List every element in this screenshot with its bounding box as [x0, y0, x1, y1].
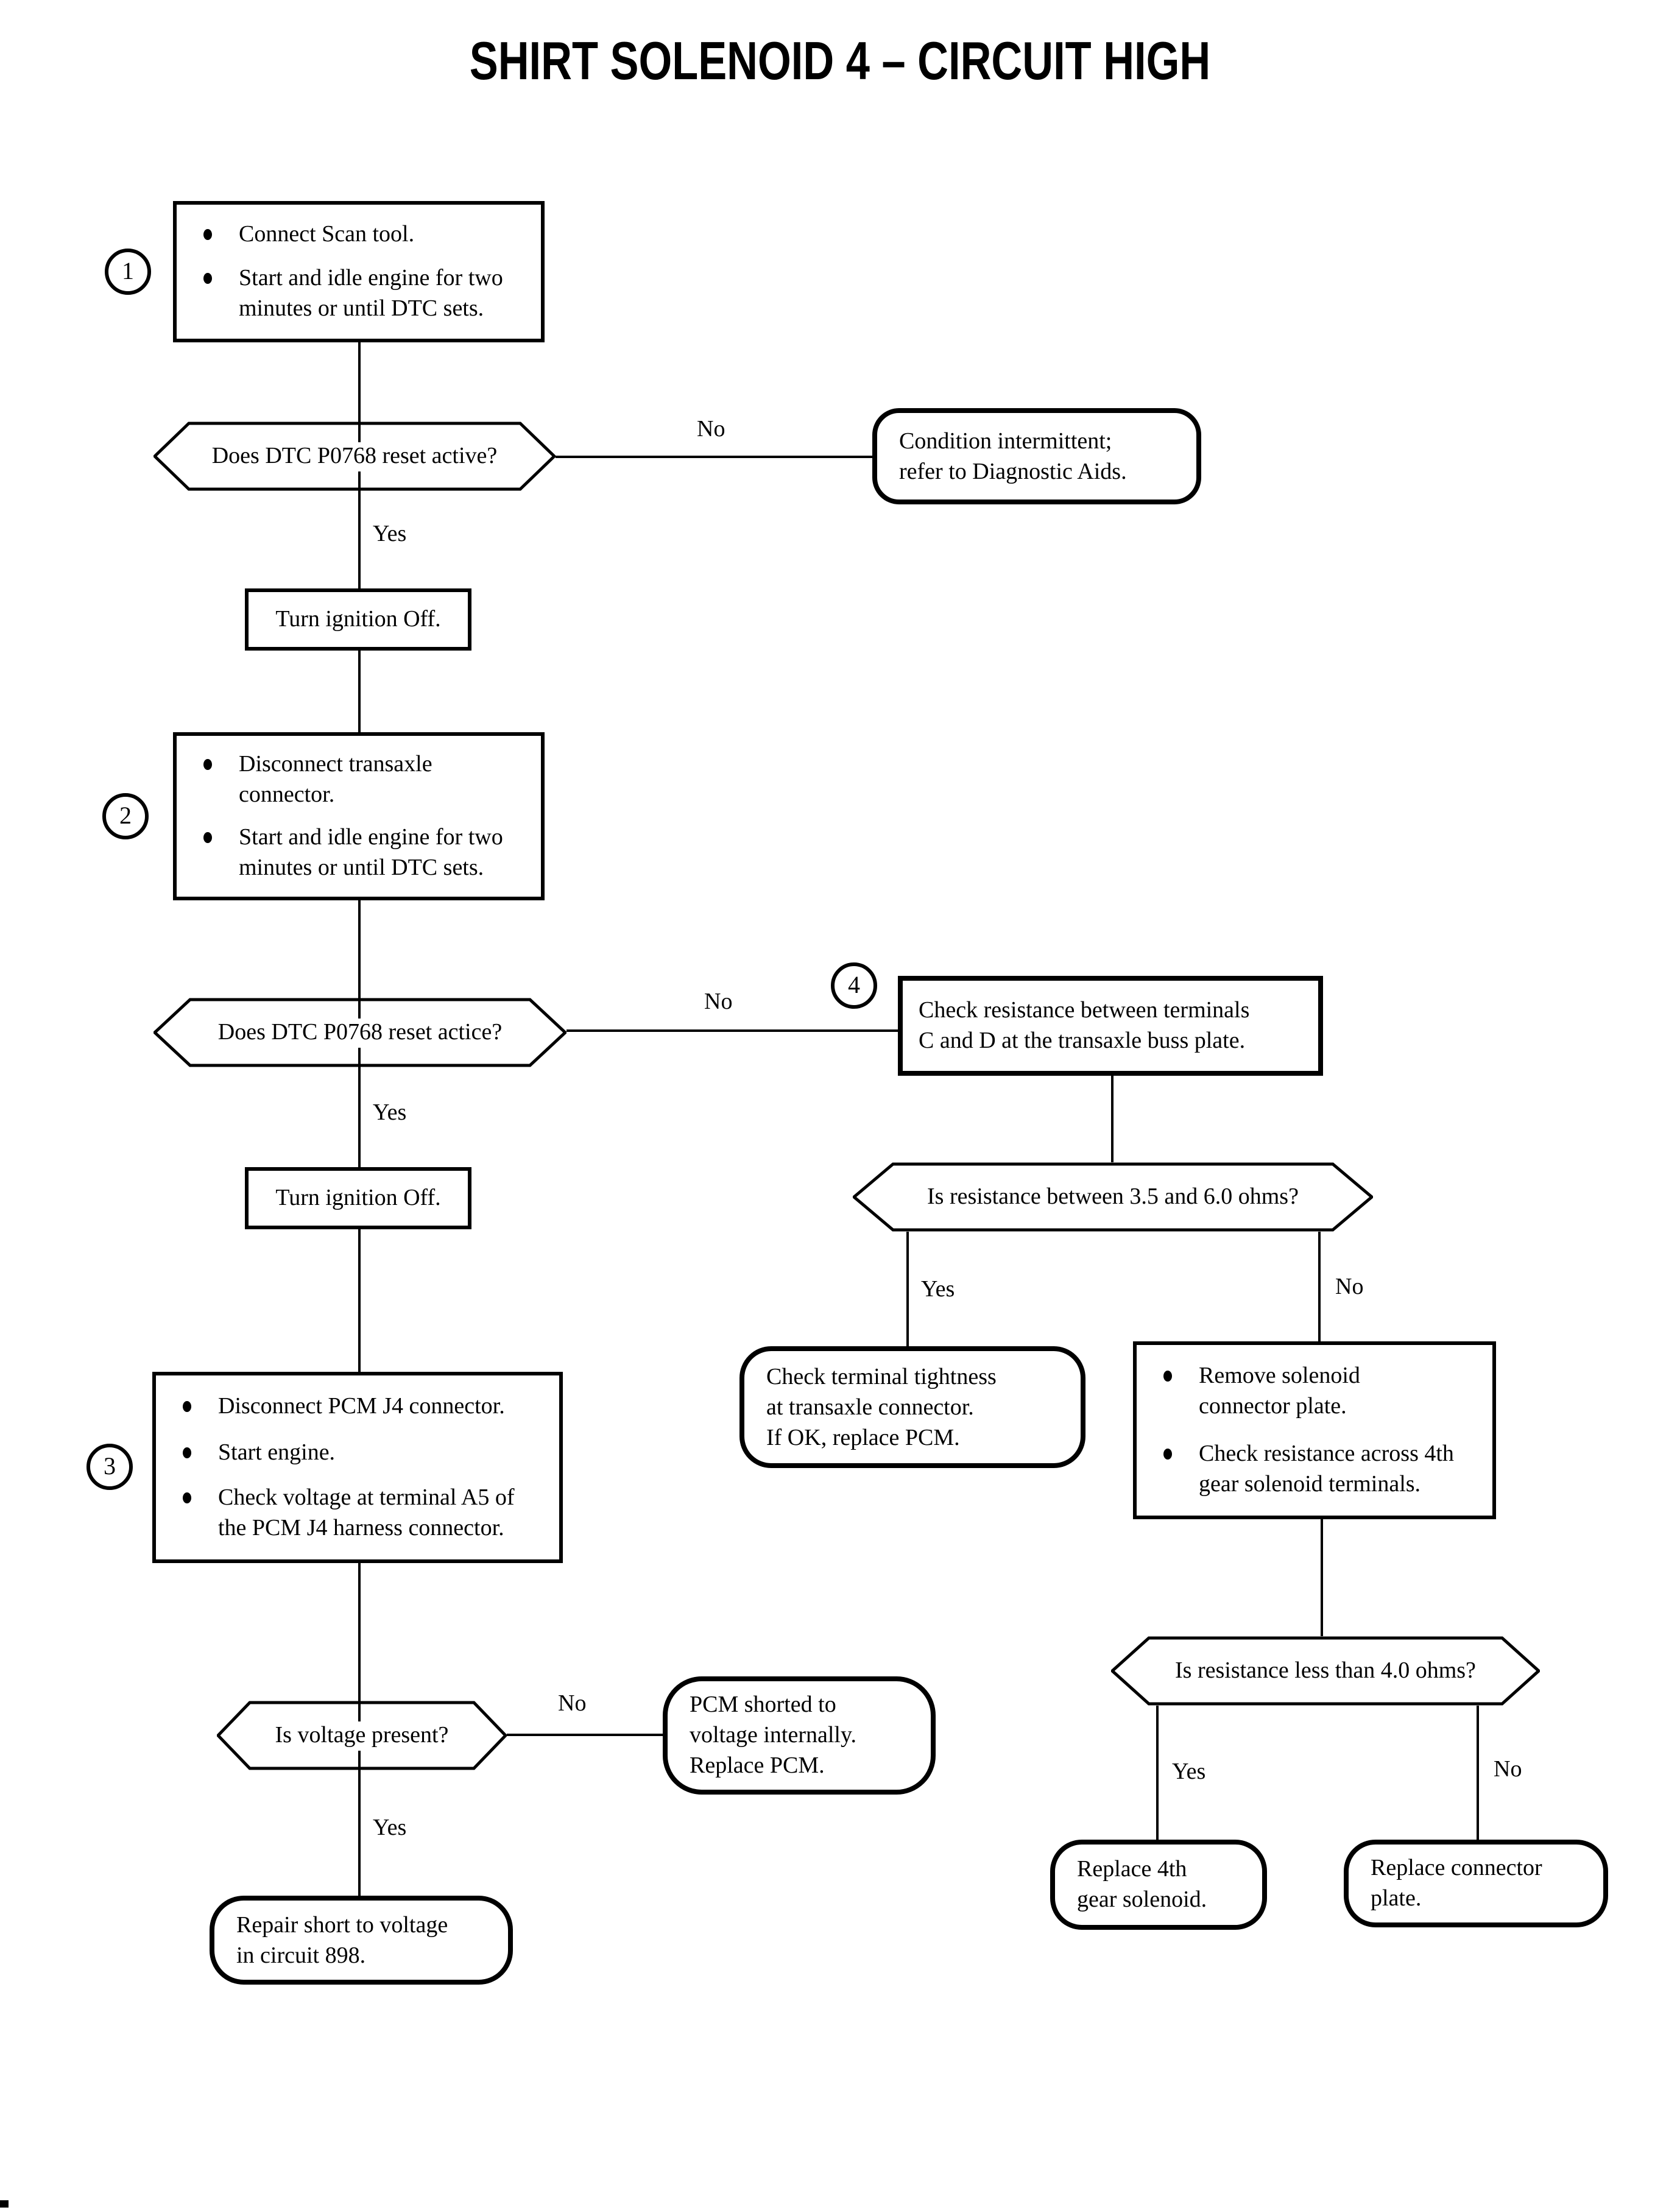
connector-line	[566, 1029, 898, 1032]
decision-text: Does DTC P0768 reset active?	[206, 442, 504, 471]
text-line: Turn ignition Off.	[275, 607, 441, 632]
connector-line	[556, 456, 872, 458]
text-line: connector.	[239, 782, 335, 808]
page-title: SHIRT SOLENOID 4 – CIRCUIT HIGH	[469, 32, 1211, 91]
process-box-check-resistance-buss	[898, 976, 1323, 1076]
bullet-text	[1199, 1438, 1454, 1499]
step-number-1	[105, 249, 151, 295]
bullet-text	[239, 219, 414, 249]
branch-label-yes: Yes	[373, 1815, 407, 1841]
bullet-icon	[203, 833, 212, 844]
terminal-pcm-shorted	[663, 1676, 936, 1795]
text-line: gear solenoid terminals.	[1199, 1471, 1421, 1497]
bullet-item	[177, 264, 541, 325]
branch-label-no: No	[697, 417, 725, 442]
branch-label-yes: Yes	[1172, 1759, 1206, 1785]
step-number-text: 4	[848, 972, 860, 998]
step-number-2	[102, 793, 149, 839]
step-number-text: 1	[122, 258, 134, 284]
text-line: in circuit 898.	[236, 1943, 366, 1968]
bullet-text	[218, 1437, 335, 1467]
step-number-4	[831, 962, 877, 1009]
process-box-disconnect-pcm	[152, 1372, 563, 1563]
bullet-icon	[183, 1401, 191, 1412]
text-line: Replace PCM.	[690, 1753, 825, 1779]
bullet-icon	[203, 228, 212, 239]
bullet-item	[156, 1483, 559, 1544]
bullet-icon	[183, 1447, 191, 1458]
text-line: Replace connector	[1371, 1855, 1542, 1881]
text-line: minutes or until DTC sets.	[239, 296, 484, 322]
text-line: voltage internally.	[690, 1723, 856, 1748]
text-line: Check terminal tightness	[766, 1364, 997, 1389]
text-line: plate.	[1371, 1886, 1422, 1912]
text-line: Repair short to voltage	[236, 1912, 448, 1938]
process-box-turn-ignition-off-2	[245, 1167, 471, 1229]
step-number-text: 2	[119, 802, 132, 829]
connector-line	[1318, 1232, 1321, 1341]
text-line: If OK, replace PCM.	[766, 1425, 960, 1450]
branch-label-no: No	[704, 989, 733, 1015]
text-line: minutes or until DTC sets.	[239, 855, 484, 881]
bullet-text	[218, 1483, 514, 1544]
bullet-icon	[1163, 1448, 1172, 1459]
text-line: Start engine.	[218, 1439, 336, 1465]
bullet-text	[239, 264, 503, 325]
text-line: Check resistance across 4th	[1199, 1441, 1454, 1467]
text-line: Disconnect transaxle	[239, 751, 432, 777]
process-box-turn-ignition-off-1	[245, 588, 471, 651]
connector-line	[906, 1232, 909, 1346]
decision-text: Is resistance between 3.5 and 6.0 ohms?	[921, 1182, 1305, 1212]
text-line: Condition intermittent;	[899, 428, 1112, 454]
text-line: connector plate.	[1199, 1394, 1347, 1420]
branch-label-yes: Yes	[373, 1100, 407, 1126]
connector-line	[358, 1229, 361, 1372]
terminal-condition-intermittent	[872, 408, 1201, 504]
text-line: Turn ignition Off.	[275, 1185, 441, 1211]
bullet-icon	[203, 758, 212, 769]
bullet-icon	[1163, 1371, 1172, 1382]
text-line: Connect Scan tool.	[239, 221, 415, 247]
branch-label-yes: Yes	[373, 521, 407, 547]
terminal-replace-4th-gear	[1050, 1840, 1267, 1930]
decision-label	[154, 422, 556, 491]
bullet-item	[156, 1437, 559, 1467]
connector-line	[1477, 1706, 1479, 1840]
process-box-remove-solenoid	[1133, 1341, 1496, 1519]
branch-label-no: No	[558, 1691, 587, 1717]
connector-line	[358, 651, 361, 732]
connector-line	[507, 1734, 663, 1736]
scan-artifact	[0, 2200, 9, 2208]
bullet-item	[1137, 1361, 1492, 1422]
decision-label	[154, 998, 566, 1067]
process-box-connect-scan	[173, 201, 545, 342]
text-line: Start and idle engine for two	[239, 825, 503, 851]
text-line: Remove solenoid	[1199, 1363, 1360, 1389]
decision-label	[853, 1162, 1373, 1232]
bullet-text	[239, 749, 432, 810]
connector-line	[1321, 1519, 1323, 1636]
bullet-item	[156, 1391, 559, 1422]
bullet-item	[177, 749, 541, 810]
text-line: Replace 4th	[1077, 1857, 1187, 1882]
decision-text: Is resistance less than 4.0 ohms?	[1169, 1656, 1482, 1686]
bullet-item	[1137, 1438, 1492, 1499]
text-line: C and D at the transaxle buss plate.	[919, 1028, 1246, 1054]
process-box-disconnect-transaxle	[173, 732, 545, 900]
terminal-repair-short	[210, 1896, 513, 1985]
decision-label	[217, 1701, 507, 1770]
step-number-3	[86, 1444, 133, 1490]
connector-line	[1111, 1076, 1114, 1162]
text-line: gear solenoid.	[1077, 1887, 1207, 1913]
branch-label-no: No	[1335, 1274, 1364, 1300]
decision-voltage-present	[217, 1701, 507, 1770]
bullet-text	[239, 823, 503, 884]
connector-line	[1156, 1706, 1159, 1840]
bullet-item	[177, 823, 541, 884]
text-line: Start and idle engine for two	[239, 266, 503, 292]
decision-dtc-reset-actice	[154, 998, 566, 1067]
bullet-icon	[203, 274, 212, 284]
bullet-icon	[183, 1493, 191, 1504]
branch-label-yes: Yes	[921, 1277, 955, 1302]
decision-text: Is voltage present?	[269, 1721, 455, 1750]
bullet-item	[177, 219, 541, 249]
text-line: Check voltage at terminal A5 of	[218, 1485, 515, 1511]
decision-resistance-between	[853, 1162, 1373, 1232]
bullet-text	[1199, 1361, 1360, 1422]
decision-text: Does DTC P0768 reset actice?	[212, 1018, 508, 1047]
decision-resistance-less	[1111, 1636, 1540, 1706]
text-line: Disconnect PCM J4 connector.	[218, 1393, 505, 1419]
text-line: PCM shorted to	[690, 1692, 836, 1718]
decision-label	[1111, 1636, 1540, 1706]
step-number-text: 3	[104, 1453, 116, 1480]
text-line: the PCM J4 harness connector.	[218, 1516, 504, 1542]
bullet-text	[218, 1391, 505, 1422]
branch-label-no: No	[1494, 1757, 1522, 1782]
text-line: at transaxle connector.	[766, 1394, 974, 1420]
terminal-replace-connector-plate	[1344, 1840, 1608, 1927]
decision-dtc-reset-active	[154, 422, 556, 491]
terminal-check-terminal-tightness	[739, 1346, 1085, 1468]
text-line: refer to Diagnostic Aids.	[899, 459, 1127, 484]
text-line: Check resistance between terminals	[919, 998, 1250, 1023]
